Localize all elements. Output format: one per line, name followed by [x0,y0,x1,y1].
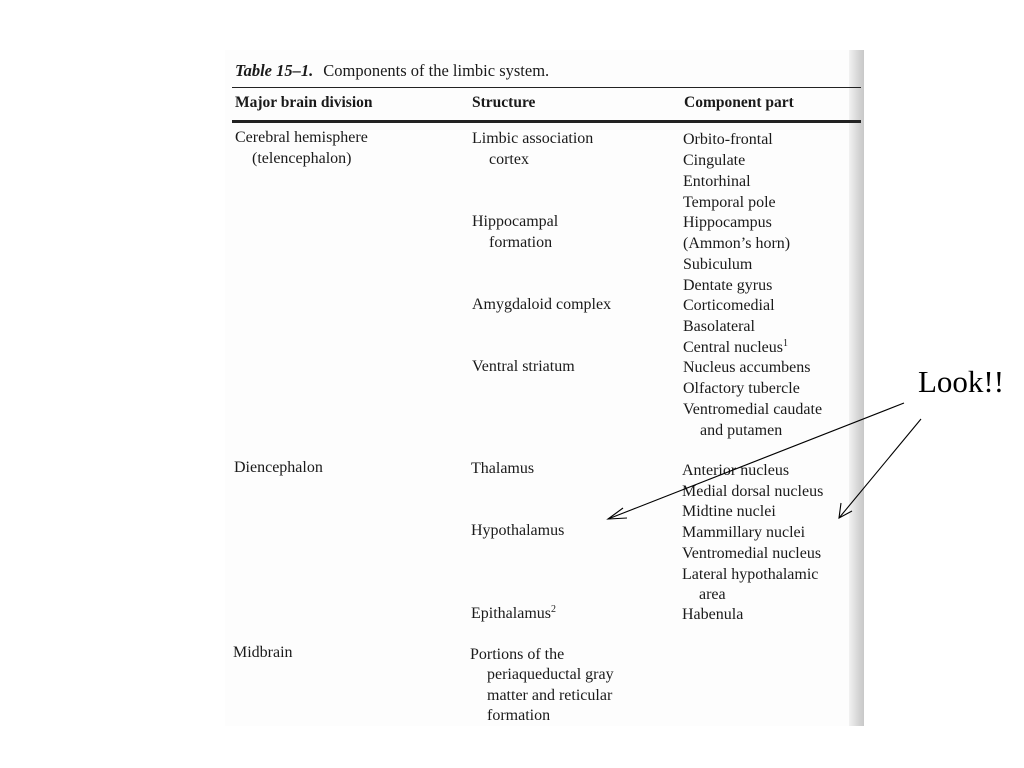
component-cell: Olfactory tubercle [683,380,800,397]
structure-cell: Limbic association [472,130,594,147]
component-cell: Subiculum [683,256,753,273]
component-cell: Mammillary nuclei [682,524,806,541]
component-cell: Temporal pole [683,194,776,211]
component-cell: Midtine nuclei [682,503,776,520]
division-cell: Midbrain [233,644,293,661]
component-cell: Orbito-frontal [683,131,773,148]
arrow-to-hypothalamus [608,403,904,519]
arrow-to-mammillary [839,419,921,518]
component-cell: Lateral hypothalamic [682,566,819,583]
component-cell: and putamen [700,422,783,439]
component-cell: (Ammon’s horn) [683,235,791,252]
structure-cell: Hypothalamus [471,522,565,539]
structure-cell: Hippocampal [472,213,559,230]
structure-cell: Ventral striatum [472,358,575,375]
structure-cell: matter and reticular [487,687,613,704]
component-cell: Habenula [682,606,744,623]
component-cell-text: Central nucleus [683,339,783,356]
structure-cell: Amygdaloid complex [472,296,612,313]
component-cell: Ventromedial nucleus [682,545,822,562]
component-cell: area [699,586,726,603]
structure-cell: cortex [489,151,529,168]
table-number: Table 15–1. [235,61,314,80]
component-cell: Corticomedial [683,297,775,314]
structure-cell: formation [487,707,551,724]
division-cell: (telencephalon) [252,150,352,167]
component-cell: Dentate gyrus [683,277,773,294]
division-cell: Cerebral hemisphere [235,129,368,146]
arrowhead-hypothalamus [608,508,627,519]
structure-cell: Portions of the [470,646,565,663]
component-cell: Hippocampus [683,214,772,231]
column-header-component: Component part [684,94,794,111]
column-header-division: Major brain division [235,94,373,111]
component-cell: Cingulate [683,152,746,169]
footnote-marker: 1 [782,338,788,349]
structure-cell-text: Epithalamus [471,605,551,622]
component-cell: Nucleus accumbens [683,359,811,376]
component-cell: Basolateral [683,318,755,335]
component-cell: Ventromedial caudate [683,401,823,418]
structure-cell: Thalamus [471,460,535,477]
component-cell: Entorhinal [683,173,751,190]
footnote-marker: 2 [550,604,556,615]
structure-cell: periaqueductal gray [487,666,614,683]
component-cell: Anterior nucleus [682,462,790,479]
component-cell: Medial dorsal nucleus [682,483,824,500]
look-annotation: Look!! [918,364,1005,399]
table-title: Components of the limbic system. [323,61,550,80]
division-cell: Diencephalon [234,459,323,476]
column-header-structure: Structure [472,94,536,111]
structure-cell: formation [489,234,553,251]
